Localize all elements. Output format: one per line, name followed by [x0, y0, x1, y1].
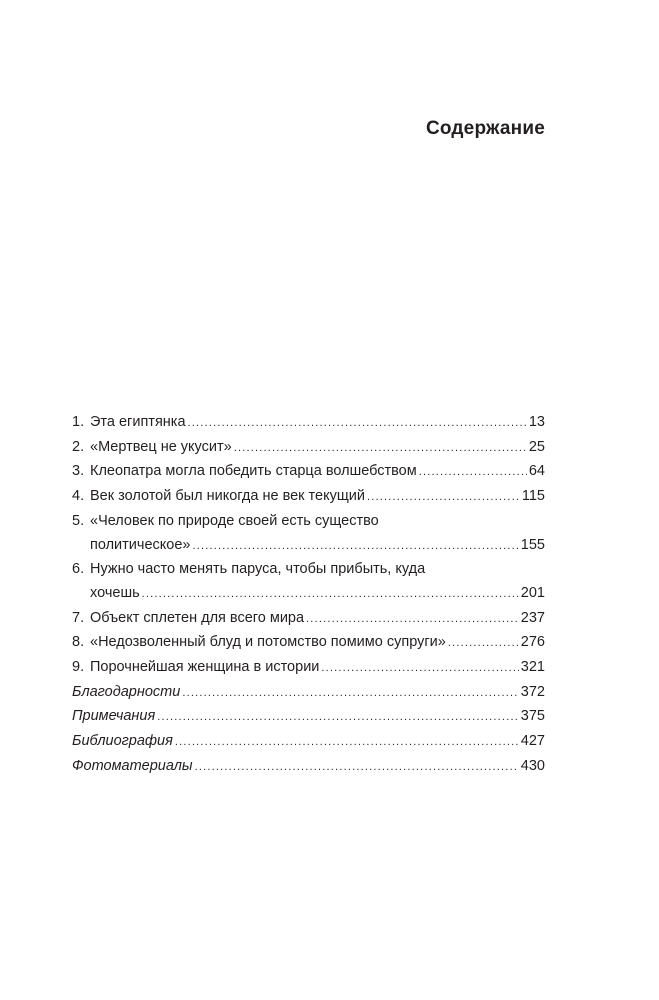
- page-number: 321: [520, 659, 545, 676]
- table-of-contents: [72, 411, 545, 780]
- chapter-number: 9.: [72, 659, 85, 676]
- chapter-title: Объект сплетен для всего мира: [90, 609, 305, 626]
- page-number: 201: [520, 584, 545, 601]
- dot-leader: [419, 461, 527, 485]
- chapter-title-line-1: «Человек по природе своей есть существо: [90, 512, 379, 529]
- toc-entry-notes: [72, 705, 545, 730]
- chapter-title: Эта египтянка: [90, 414, 186, 430]
- chapter-number: 7.: [72, 609, 85, 626]
- back-matter-title: Библиография: [72, 733, 173, 750]
- dot-leader: [306, 608, 519, 632]
- chapter-title: Порочнейшая женщина в истории: [90, 659, 320, 676]
- page-number: 276: [520, 634, 545, 651]
- dot-leader: [182, 682, 518, 706]
- dot-leader: [175, 731, 519, 755]
- page-number: 13: [528, 414, 545, 430]
- chapter-number: 6.: [72, 561, 85, 578]
- toc-entry-5-line-1: [72, 510, 545, 534]
- chapter-number: 8.: [72, 634, 85, 651]
- dot-leader: [234, 437, 527, 461]
- toc-entry-5-line-2: [72, 534, 545, 559]
- page-number: 237: [520, 609, 545, 626]
- back-matter-title: Примечания: [72, 708, 156, 725]
- page-number: 372: [520, 683, 545, 700]
- page-number: 25: [528, 438, 545, 455]
- dot-leader: [192, 535, 518, 559]
- page-number: 430: [520, 757, 545, 774]
- toc-entry-8: [72, 631, 545, 656]
- back-matter-title: Благодарности: [72, 683, 181, 700]
- toc-entry-6-line-2: [72, 582, 545, 607]
- toc-entry-6-line-1: [72, 558, 545, 582]
- toc-entry-4: [72, 485, 545, 510]
- dot-leader: [157, 706, 519, 730]
- toc-entry-9: [72, 656, 545, 681]
- page-number: 375: [520, 708, 545, 725]
- page-number: 155: [520, 536, 545, 553]
- toc-entry-1: [72, 411, 545, 436]
- page-number: 64: [528, 463, 545, 480]
- chapter-number: 2.: [72, 438, 85, 455]
- chapter-number: 1.: [72, 414, 85, 430]
- dot-leader: [448, 632, 519, 656]
- chapter-number: 3.: [72, 463, 85, 480]
- dot-leader: [367, 486, 520, 510]
- chapter-title: Век золотой был никогда не век текущий: [90, 488, 365, 505]
- dot-leader: [321, 657, 518, 681]
- toc-entry-bibliography: [72, 730, 545, 755]
- chapter-title: Клеопатра могла победить старца волшебством: [90, 463, 417, 480]
- dot-leader: [142, 583, 519, 607]
- chapter-title: «Недозволенный блуд и потомство помимо супруги»: [90, 634, 446, 651]
- page-number: 115: [521, 488, 545, 505]
- toc-entry-7: [72, 607, 545, 632]
- dot-leader: [195, 756, 519, 780]
- toc-entry-2: [72, 436, 545, 461]
- toc-entry-3: [72, 460, 545, 485]
- chapter-title-line-1: Нужно часто менять паруса, чтобы прибыть, куда: [90, 561, 426, 578]
- chapter-number: 5.: [72, 512, 85, 529]
- toc-entry-photos: [72, 755, 545, 780]
- chapter-number: 4.: [72, 488, 85, 505]
- dot-leader: [188, 412, 527, 436]
- chapter-title-line-2: политическое»: [90, 536, 191, 553]
- back-matter-title: Фотоматериалы: [72, 757, 193, 774]
- chapter-title-line-2: хочешь: [90, 584, 140, 601]
- chapter-title: «Мертвец не укусит»: [90, 438, 232, 455]
- page-title: Содержание: [425, 118, 545, 139]
- page-number: 427: [520, 733, 545, 750]
- toc-entry-acknowledgements: [72, 681, 545, 706]
